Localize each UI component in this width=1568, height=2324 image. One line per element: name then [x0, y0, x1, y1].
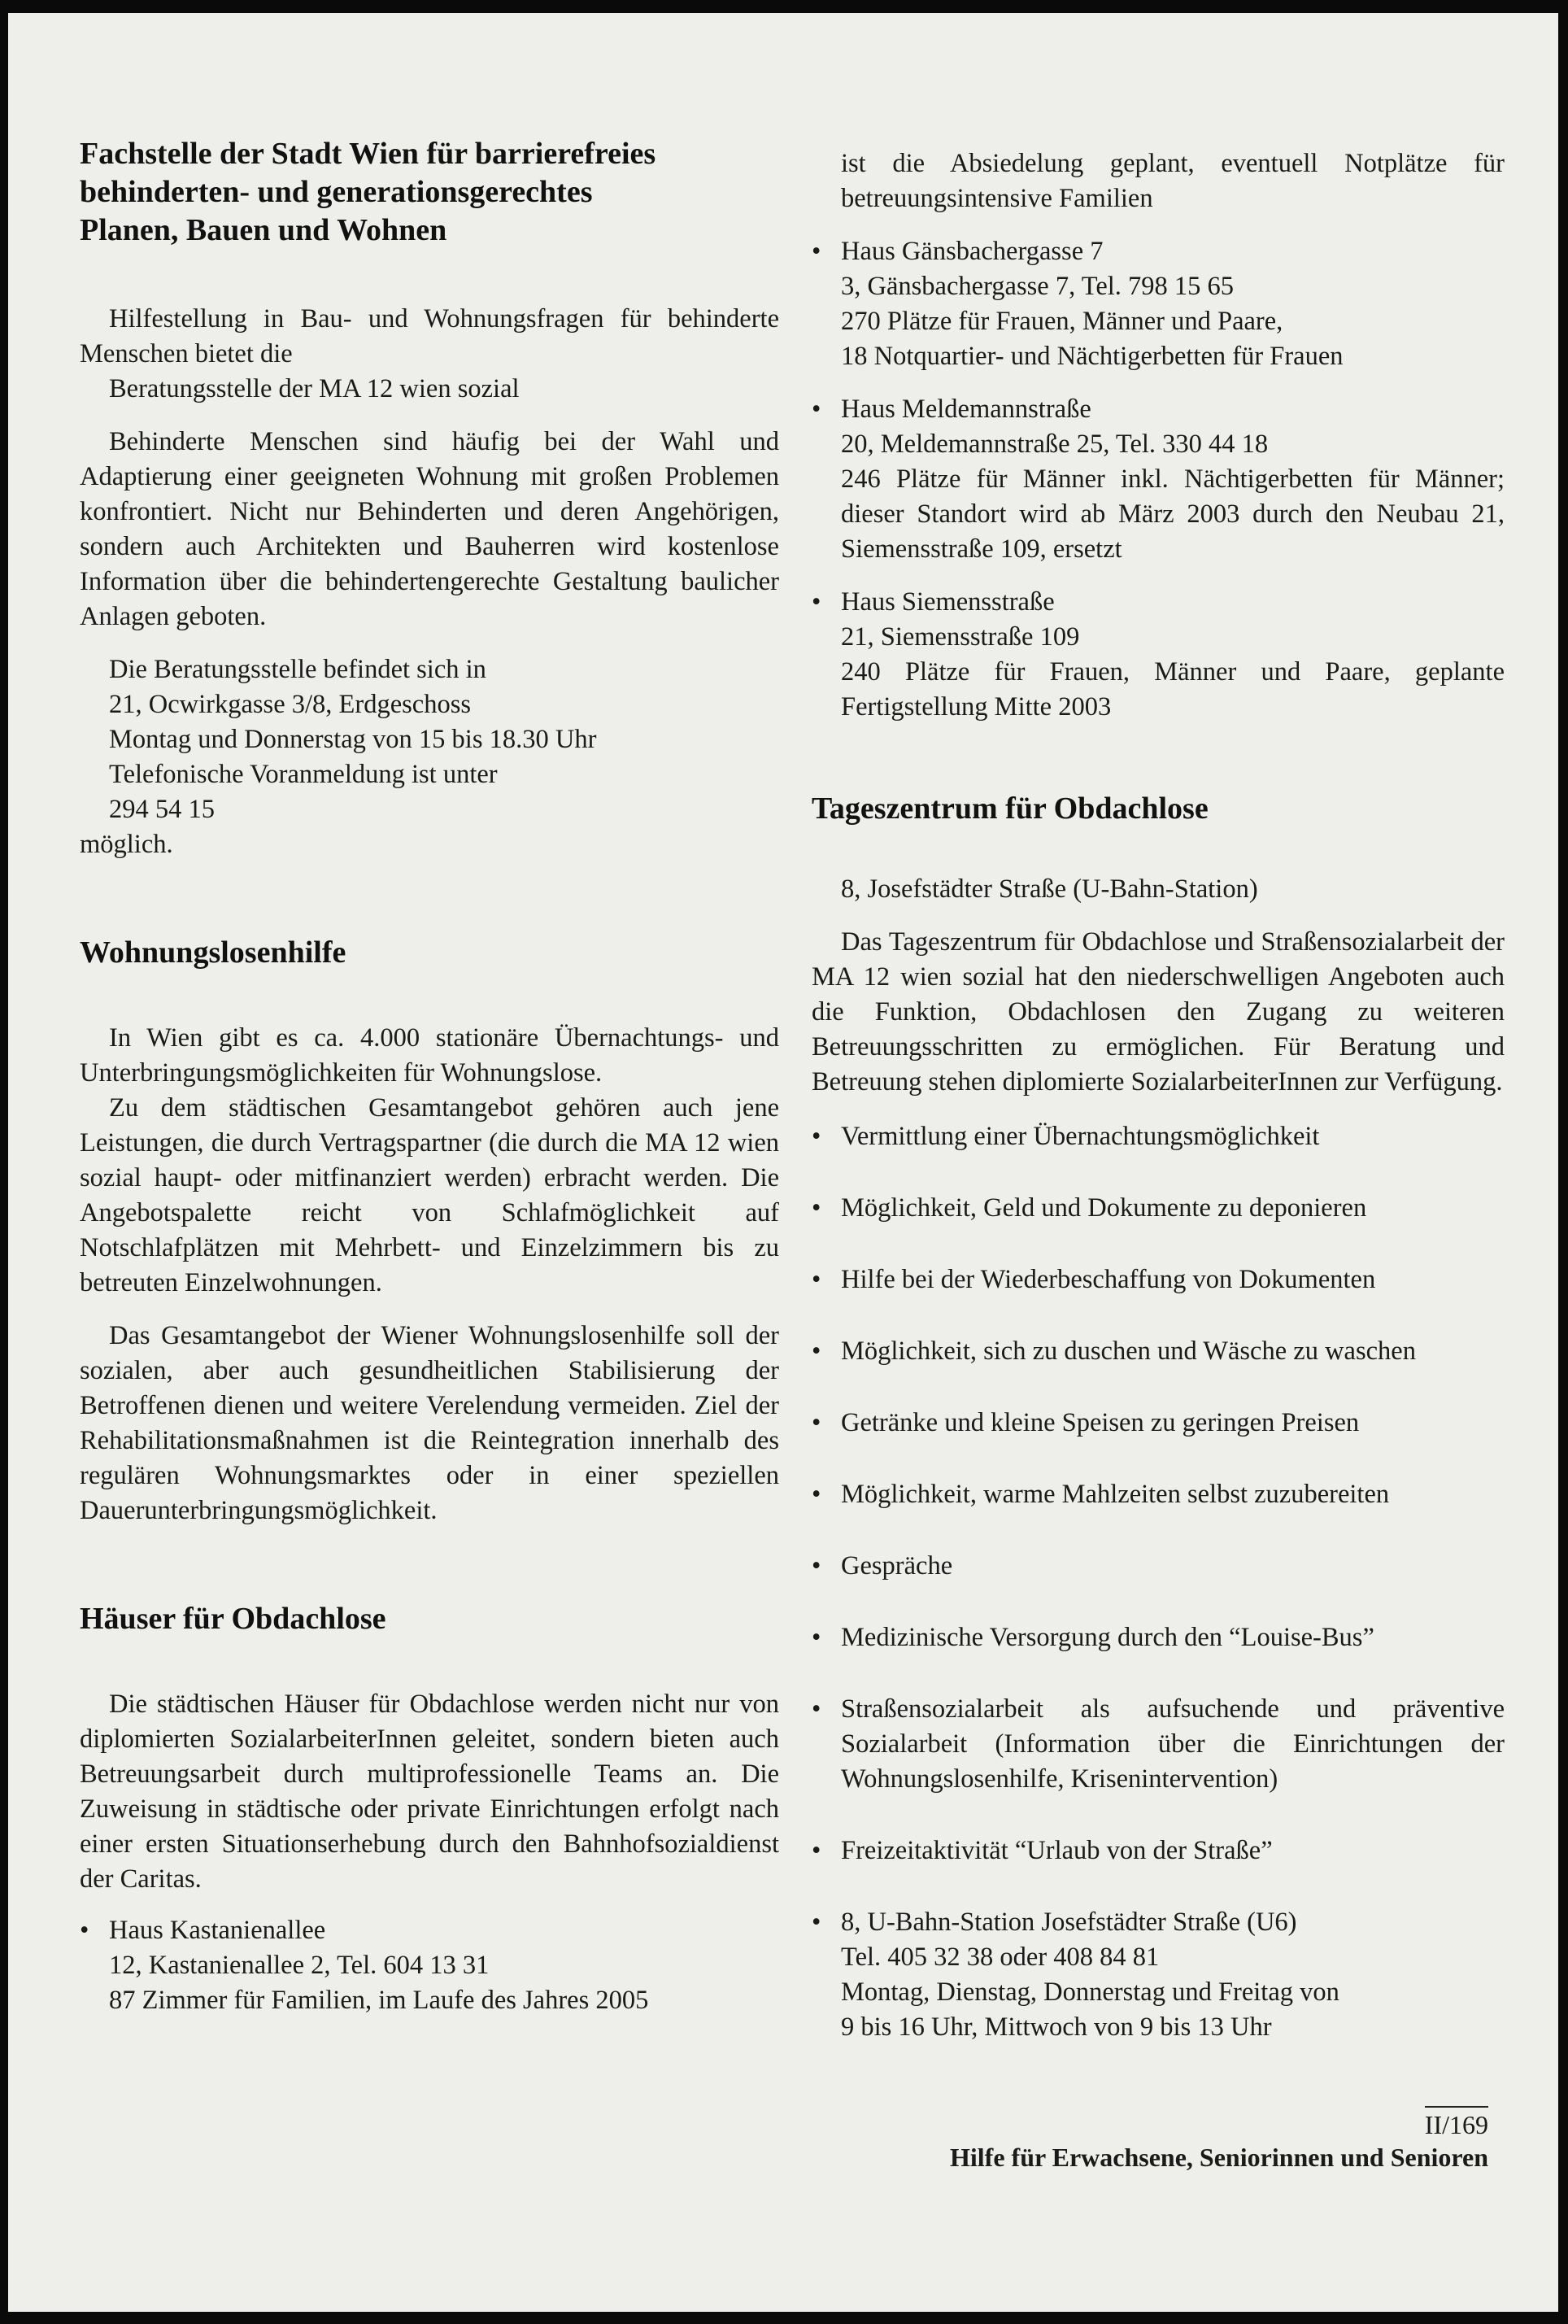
paragraph-line: möglich. — [80, 830, 173, 859]
list-item — [812, 1334, 1505, 1369]
footer-title: Hilfe für Erwachsene, Seniorinnen und Senioren — [950, 2143, 1488, 2172]
address-line: Telefonische Voranmeldung ist unter — [109, 760, 498, 789]
paragraph: Die städtischen Häuser für Obdachlose werden nicht nur von diplomierten SozialarbeiterInnen geleitet, sondern bieten auch Betreuungsarbeit durch multiprofessionelle Teams an. Die Zuweisung in städtische oder private Einrichtungen erfolgt nach einer ersten Situationserhebung durch den Bahnhofsozialdienst der Caritas. — [80, 1690, 779, 1894]
list-item-line: 18 Notquartier- und Nächtigerbetten für Frauen — [841, 342, 1344, 371]
address-block — [80, 652, 779, 827]
list-item-line: Haus Meldemannstraße — [841, 395, 1091, 424]
paragraph-continued: ist die Absiedelung geplant, eventuell Notplätze für betreuungsintensive Familien — [841, 149, 1505, 213]
list-item — [812, 1692, 1505, 1797]
bullet-icon: • — [812, 1336, 821, 1366]
heading-line: Planen, Bauen und Wohnen — [80, 213, 447, 247]
paragraph: In Wien gibt es ca. 4.000 stationäre Übernachtungs- und Unterbringungsmöglichkeiten für Wohnungslose. — [80, 1023, 779, 1088]
heading-haeuser: Häuser für Obdachlose — [80, 1602, 386, 1636]
list-item-text: 246 Plätze für Männer inkl. Nächtigerbetten für Männer; dieser Standort wird ab März 2003 durch den Neubau 21, Siemensstraße 109, ersetzt — [841, 464, 1505, 564]
list-item — [812, 1833, 1505, 1868]
list-item-text: Möglichkeit, Geld und Dokumente zu deponieren — [841, 1193, 1367, 1223]
list-item-line: 21, Siemensstraße 109 — [841, 622, 1080, 652]
bullet-icon: • — [812, 1551, 821, 1581]
list-item-line: Haus Kastanienallee — [109, 1916, 326, 1945]
list-item — [812, 1905, 1505, 2045]
list-item-line: 8, U-Bahn-Station Josefstädter Straße (U6) — [841, 1908, 1297, 1937]
bullet-icon: • — [812, 1836, 821, 1865]
bullet-icon: • — [812, 1265, 821, 1294]
page-number: II/169 — [1425, 2106, 1488, 2140]
bullet-icon: • — [812, 1408, 821, 1437]
list-item — [812, 1191, 1505, 1226]
heading-line: Fachstelle der Stadt Wien für barrierefreies — [80, 137, 656, 171]
heading-fachstelle — [80, 135, 779, 250]
bullet-icon: • — [812, 1694, 821, 1724]
heading-tageszentrum: Tageszentrum für Obdachlose — [812, 791, 1209, 826]
paragraph: Das Gesamtangebot der Wiener Wohnungslosenhilfe soll der sozialen, aber auch gesundheitlichen Stabilisierung der Betroffenen dienen und weitere Verelendung vermeiden. Ziel der Rehabilitationsmaßnahmen ist die Reintegration innerhalb des regulären Wohnungsmarktes oder in einer speziellen Dauerunterbringungsmöglichkeit. — [80, 1321, 779, 1525]
bullet-icon: • — [812, 237, 821, 266]
list-item-text: Freizeitaktivität “Urlaub von der Straße” — [841, 1836, 1273, 1865]
paragraph: Zu dem städtischen Gesamtangebot gehören auch jene Leistungen, die durch Vertragspartner (die durch die MA 12 wien sozial haupt- oder mitfinanziert werden) erbracht werden. Die Angebotspalette reicht von Schlafmöglichkeit auf Notschlafplätzen mit Mehrbett- und Einzelzimmern bis zu betreuten Einzelwohnungen. — [80, 1093, 779, 1297]
list-item-text: Getränke und kleine Speisen zu geringen Preisen — [841, 1408, 1360, 1437]
list-item — [80, 1913, 779, 2018]
bullet-icon: • — [812, 1908, 821, 1937]
address-line: 21, Ocwirkgasse 3/8, Erdgeschoss — [109, 690, 471, 719]
list-item-text: Möglichkeit, sich zu duschen und Wäsche zu waschen — [841, 1336, 1416, 1366]
list-item — [812, 585, 1505, 725]
paragraph: Hilfestellung in Bau- und Wohnungsfragen für behinderte Menschen bietet die — [80, 304, 779, 368]
bullet-icon: • — [812, 1193, 821, 1223]
address-line: Die Beratungsstelle befindet sich in — [109, 655, 486, 684]
address-line: 8, Josefstädter Straße (U-Bahn-Station) — [841, 874, 1258, 904]
paragraph: Das Tageszentrum für Obdachlose und Straßensozialarbeit der MA 12 wien sozial hat den niederschwelligen Angeboten auch die Funktion, Obdachlosen den Zugang zu weiteren Betreuungsschritten zu ermöglichen. Für Beratung und Betreuung stehen diplomierte SozialarbeiterInnen zur Verfügung. — [812, 927, 1505, 1097]
list-item-text: Hilfe bei der Wiederbeschaffung von Dokumenten — [841, 1265, 1376, 1294]
list-item-text: Straßensozialarbeit als aufsuchende und präventive Sozialarbeit (Information über die Einrichtungen der Wohnungslosenhilfe, Krisenintervention) — [841, 1694, 1505, 1794]
list-item — [812, 1119, 1505, 1154]
address-line: 294 54 15 — [109, 795, 215, 824]
list-item-line: 87 Zimmer für Familien, im Laufe des Jahres 2005 — [109, 1986, 649, 2015]
list-item-line: 20, Meldemannstraße 25, Tel. 330 44 18 — [841, 429, 1269, 459]
list-item-line: Haus Siemensstraße — [841, 587, 1055, 617]
list-item — [812, 1477, 1505, 1512]
bullet-icon: • — [80, 1916, 89, 1945]
paragraph-line: Beratungsstelle der MA 12 wien sozial — [109, 374, 520, 403]
heading-wohnungslosenhilfe: Wohnungslosenhilfe — [80, 935, 346, 970]
list-item — [812, 234, 1505, 374]
list-item-line: Montag, Dienstag, Donnerstag und Freitag von — [841, 1977, 1339, 2007]
address-line: Montag und Donnerstag von 15 bis 18.30 Uhr — [109, 725, 597, 754]
page-footer — [950, 2106, 1488, 2174]
document-page — [8, 13, 1558, 2312]
list-item-text: Medizinische Versorgung durch den “Louise-Bus” — [841, 1623, 1374, 1652]
list-item — [812, 1262, 1505, 1297]
list-item-text: Vermittlung einer Übernachtungsmöglichkeit — [841, 1122, 1320, 1151]
left-column — [80, 135, 779, 2018]
bullet-icon: • — [812, 395, 821, 424]
list-item-line: 3, Gänsbachergasse 7, Tel. 798 15 65 — [841, 272, 1235, 301]
list-item-text: 240 Plätze für Frauen, Männer und Paare, geplante Fertigstellung Mitte 2003 — [841, 657, 1505, 722]
bullet-icon: • — [812, 587, 821, 617]
right-column — [812, 140, 1505, 2045]
list-item — [812, 1620, 1505, 1655]
list-item-line: Tel. 405 32 38 oder 408 84 81 — [841, 1942, 1160, 1972]
list-item — [812, 1406, 1505, 1441]
bullet-icon: • — [812, 1480, 821, 1509]
list-item-line: 9 bis 16 Uhr, Mittwoch von 9 bis 13 Uhr — [841, 2012, 1272, 2042]
list-item-text: Möglichkeit, warme Mahlzeiten selbst zuzubereiten — [841, 1480, 1390, 1509]
bullet-icon: • — [812, 1623, 821, 1652]
list-item-line: 270 Plätze für Frauen, Männer und Paare, — [841, 307, 1283, 336]
list-item — [812, 392, 1505, 567]
list-item — [812, 1549, 1505, 1584]
heading-line: behinderten- und generationsgerechtes — [80, 175, 593, 209]
paragraph: Behinderte Menschen sind häufig bei der Wahl und Adaptierung einer geeigneten Wohnung mit großen Problemen konfrontiert. Nicht nur Behinderten und deren Angehörigen, sondern auch Architekten und Bauherren wird kostenlose Information über die behindertengerechte Gestaltung baulicher Anlagen geboten. — [80, 427, 779, 631]
bullet-icon: • — [812, 1122, 821, 1151]
list-item-line: 12, Kastanienallee 2, Tel. 604 13 31 — [109, 1951, 490, 1980]
list-item-text: Gespräche — [841, 1551, 953, 1581]
list-item-line: Haus Gänsbachergasse 7 — [841, 237, 1104, 266]
